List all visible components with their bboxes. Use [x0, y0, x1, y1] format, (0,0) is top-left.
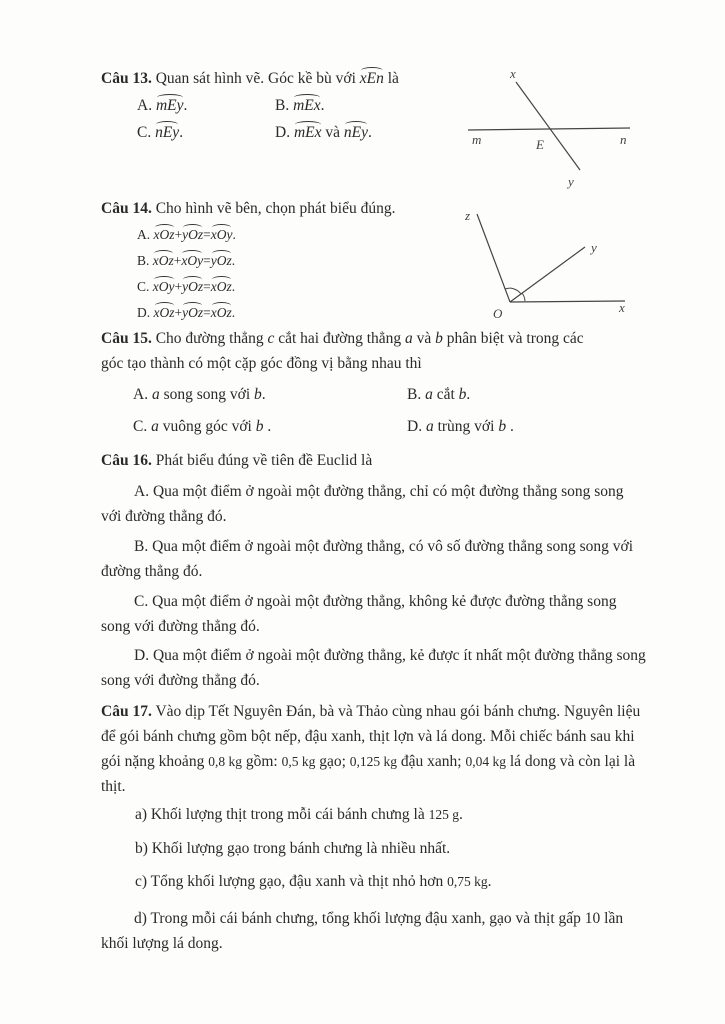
- eq: =: [203, 253, 211, 268]
- option-label: C.: [133, 418, 148, 435]
- option-label: D.: [275, 124, 291, 141]
- punct: .: [466, 386, 471, 403]
- q14-text: Cho hình vẽ bên, chọn phát biểu đúng.: [155, 200, 396, 217]
- text: vuông góc với: [162, 418, 252, 435]
- q13-option-b[interactable]: [275, 97, 325, 115]
- q13-figure: [460, 62, 650, 192]
- q16-option-c[interactable]: C. Qua một điểm ở ngoài một đường thẳng, không kẻ được đường thẳng song song với đường thẳng đó.: [101, 593, 617, 635]
- text: gồm:: [245, 753, 278, 770]
- punct: .: [179, 124, 184, 141]
- value: 0,125 kg: [349, 754, 398, 769]
- text: Cho đường thẳng: [155, 330, 264, 347]
- punct: .: [368, 124, 372, 141]
- option-label: D.: [407, 418, 423, 435]
- q14-option-d[interactable]: [137, 305, 235, 321]
- q17-statement-d[interactable]: d) Trong mỗi cái bánh chưng, tổng khối lượng đậu xanh, gạo và thịt gấp 10 lần khối lượng lá dong.: [101, 910, 624, 952]
- angle: yOz: [182, 279, 204, 294]
- text: c) Tổng khối lượng gạo, đậu xanh và thịt nhỏ hơn: [135, 873, 444, 890]
- var-a: a: [151, 386, 160, 403]
- label-O: O: [493, 306, 503, 321]
- eq: =: [203, 305, 211, 320]
- arc-yOz: [505, 288, 521, 294]
- var-a: a: [425, 386, 433, 403]
- angle: xOy: [210, 227, 233, 242]
- q13-option-a[interactable]: [137, 97, 187, 115]
- q15-option-d[interactable]: [407, 418, 514, 436]
- label-n: n: [620, 132, 627, 147]
- q15-stem-line2: góc tạo thành có một cặp góc đồng vị bằng nhau thì: [101, 355, 422, 372]
- q16-text: Phát biểu đúng về tiên đề Euclid là: [155, 452, 373, 469]
- q16-stem: [101, 452, 372, 470]
- q13-after: là: [387, 70, 399, 87]
- q17-statement-a[interactable]: [135, 806, 463, 824]
- var-c: c: [267, 330, 275, 347]
- angle: xOz: [153, 227, 175, 242]
- q17-label: Câu 17.: [101, 703, 152, 720]
- angle-nEy: nEy: [155, 124, 180, 141]
- option-label: A.: [137, 227, 151, 242]
- option-label: C.: [137, 279, 150, 294]
- punct: .: [487, 873, 492, 890]
- punct: .: [320, 97, 325, 114]
- var-a: a: [405, 330, 413, 347]
- text: trùng với: [437, 418, 495, 435]
- punct: .: [231, 253, 236, 268]
- op: +: [174, 279, 183, 294]
- punct: .: [506, 418, 514, 435]
- value: 0,8 kg: [208, 754, 242, 769]
- q14-option-a[interactable]: [137, 227, 236, 243]
- label-E: E: [536, 137, 544, 152]
- angle: xOz: [210, 305, 232, 320]
- q16-option-b[interactable]: B. Qua một điểm ở ngoài một đường thẳng, có vô số đường thẳng song song với đường thẳng đó.: [101, 538, 634, 580]
- q14-label: Câu 14.: [101, 200, 152, 217]
- q15-option-a[interactable]: [133, 386, 266, 404]
- q15-stem-line1: [101, 330, 584, 348]
- text: đậu xanh;: [400, 753, 462, 770]
- q14-stem: [101, 200, 395, 218]
- angle: yOz: [182, 305, 204, 320]
- angle: xOy: [181, 253, 204, 268]
- text: phân biệt và trong các: [446, 330, 584, 347]
- angle-nEy: nEy: [343, 124, 368, 141]
- var-a: a: [151, 418, 159, 435]
- q13-option-d[interactable]: [275, 124, 372, 142]
- punct: .: [263, 418, 272, 435]
- q13-label: Câu 13.: [101, 70, 152, 87]
- punct: .: [232, 227, 236, 242]
- angle-mEx: mEx: [293, 124, 322, 141]
- arc-xOy: [522, 293, 525, 301]
- q14-option-b[interactable]: [137, 253, 235, 269]
- option-label: B.: [407, 386, 422, 403]
- text: a) Khối lượng thịt trong mỗi cái bánh chưng là: [135, 806, 425, 823]
- option-label: B.: [137, 253, 150, 268]
- ray-Ox: [510, 301, 625, 302]
- q17-statement-b[interactable]: b) Khối lượng gạo trong bánh chưng là nhiều nhất.: [135, 840, 451, 857]
- option-label: D.: [137, 305, 151, 320]
- var-b: b: [458, 386, 467, 403]
- op: +: [173, 253, 182, 268]
- q17-statement-c[interactable]: [135, 873, 491, 891]
- option-label: A.: [133, 386, 149, 403]
- value: 125 g: [428, 807, 459, 822]
- q13-angle-xEn: xEn: [359, 70, 384, 87]
- option-label: A.: [137, 97, 153, 114]
- angle: xOz: [152, 253, 174, 268]
- q17-stem: [101, 699, 646, 799]
- var-a: a: [425, 418, 434, 435]
- op: +: [174, 227, 183, 242]
- value: 0,5 kg: [281, 754, 316, 769]
- label-x: x: [510, 66, 516, 81]
- label-x: x: [619, 300, 625, 315]
- punct: .: [183, 97, 188, 114]
- punct: .: [231, 305, 236, 320]
- q16-option-a[interactable]: A. Qua một điểm ở ngoài một đường thẳng, chỉ có một đường thẳng song song với đường thẳng đó.: [101, 483, 624, 525]
- var-b: b: [498, 418, 507, 435]
- text: gạo;: [319, 753, 346, 770]
- eq: =: [203, 279, 211, 294]
- text: song song với: [163, 386, 251, 403]
- label-z: z: [465, 208, 471, 223]
- q15-option-c[interactable]: [133, 418, 271, 436]
- value: 0,75 kg: [447, 874, 488, 889]
- angle-mEx: mEx: [293, 97, 321, 114]
- eq: =: [203, 227, 211, 242]
- punct: .: [458, 806, 463, 823]
- option-label: C.: [137, 124, 152, 141]
- label-m: m: [472, 132, 482, 147]
- q13-option-c[interactable]: [137, 124, 183, 142]
- var-b: b: [435, 330, 443, 347]
- angle: yOz: [182, 227, 204, 242]
- option-label: B.: [275, 97, 290, 114]
- text: Vào dịp Tết Nguyên Đán, bà và Thảo cùng nhau gói bánh chưng. Nguyên liệu để gói bánh chưng gồm bột nếp, đậu xanh, thịt lợn và lá dong. Mỗi chiếc bánh sau khi gói nặng khoảng: [101, 703, 641, 770]
- q14-option-c[interactable]: [137, 279, 235, 295]
- text: cắt hai đường thẳng: [278, 330, 402, 347]
- op: +: [174, 305, 183, 320]
- angle: xOz: [210, 279, 232, 294]
- q16-option-d[interactable]: D. Qua một điểm ở ngoài một đường thẳng, kẻ được ít nhất một đường thẳng song song với đường thẳng đó.: [101, 647, 646, 689]
- q13-stem: [101, 70, 399, 88]
- text: cắt: [436, 386, 455, 403]
- conj: và: [325, 124, 341, 141]
- q15-option-b[interactable]: [407, 386, 470, 404]
- var-b: b: [254, 386, 262, 403]
- line-xy: [516, 82, 580, 170]
- angle-mEy: mEy: [155, 97, 184, 114]
- angle: xOz: [153, 305, 175, 320]
- angle: yOz: [210, 253, 232, 268]
- angle: xOy: [152, 279, 175, 294]
- text: và: [416, 330, 432, 347]
- q15-label: Câu 15.: [101, 330, 152, 347]
- value: 0,04 kg: [465, 754, 506, 769]
- label-y: y: [591, 240, 597, 255]
- var-b: b: [255, 418, 264, 435]
- text: lá dong và còn lại là thịt.: [101, 753, 636, 795]
- q13-text: Quan sát hình vẽ. Góc kề bù với: [155, 70, 356, 87]
- punct: .: [231, 279, 236, 294]
- q14-figure: [455, 200, 645, 325]
- q16-label: Câu 16.: [101, 452, 152, 469]
- label-y: y: [568, 174, 574, 189]
- punct: .: [261, 386, 266, 403]
